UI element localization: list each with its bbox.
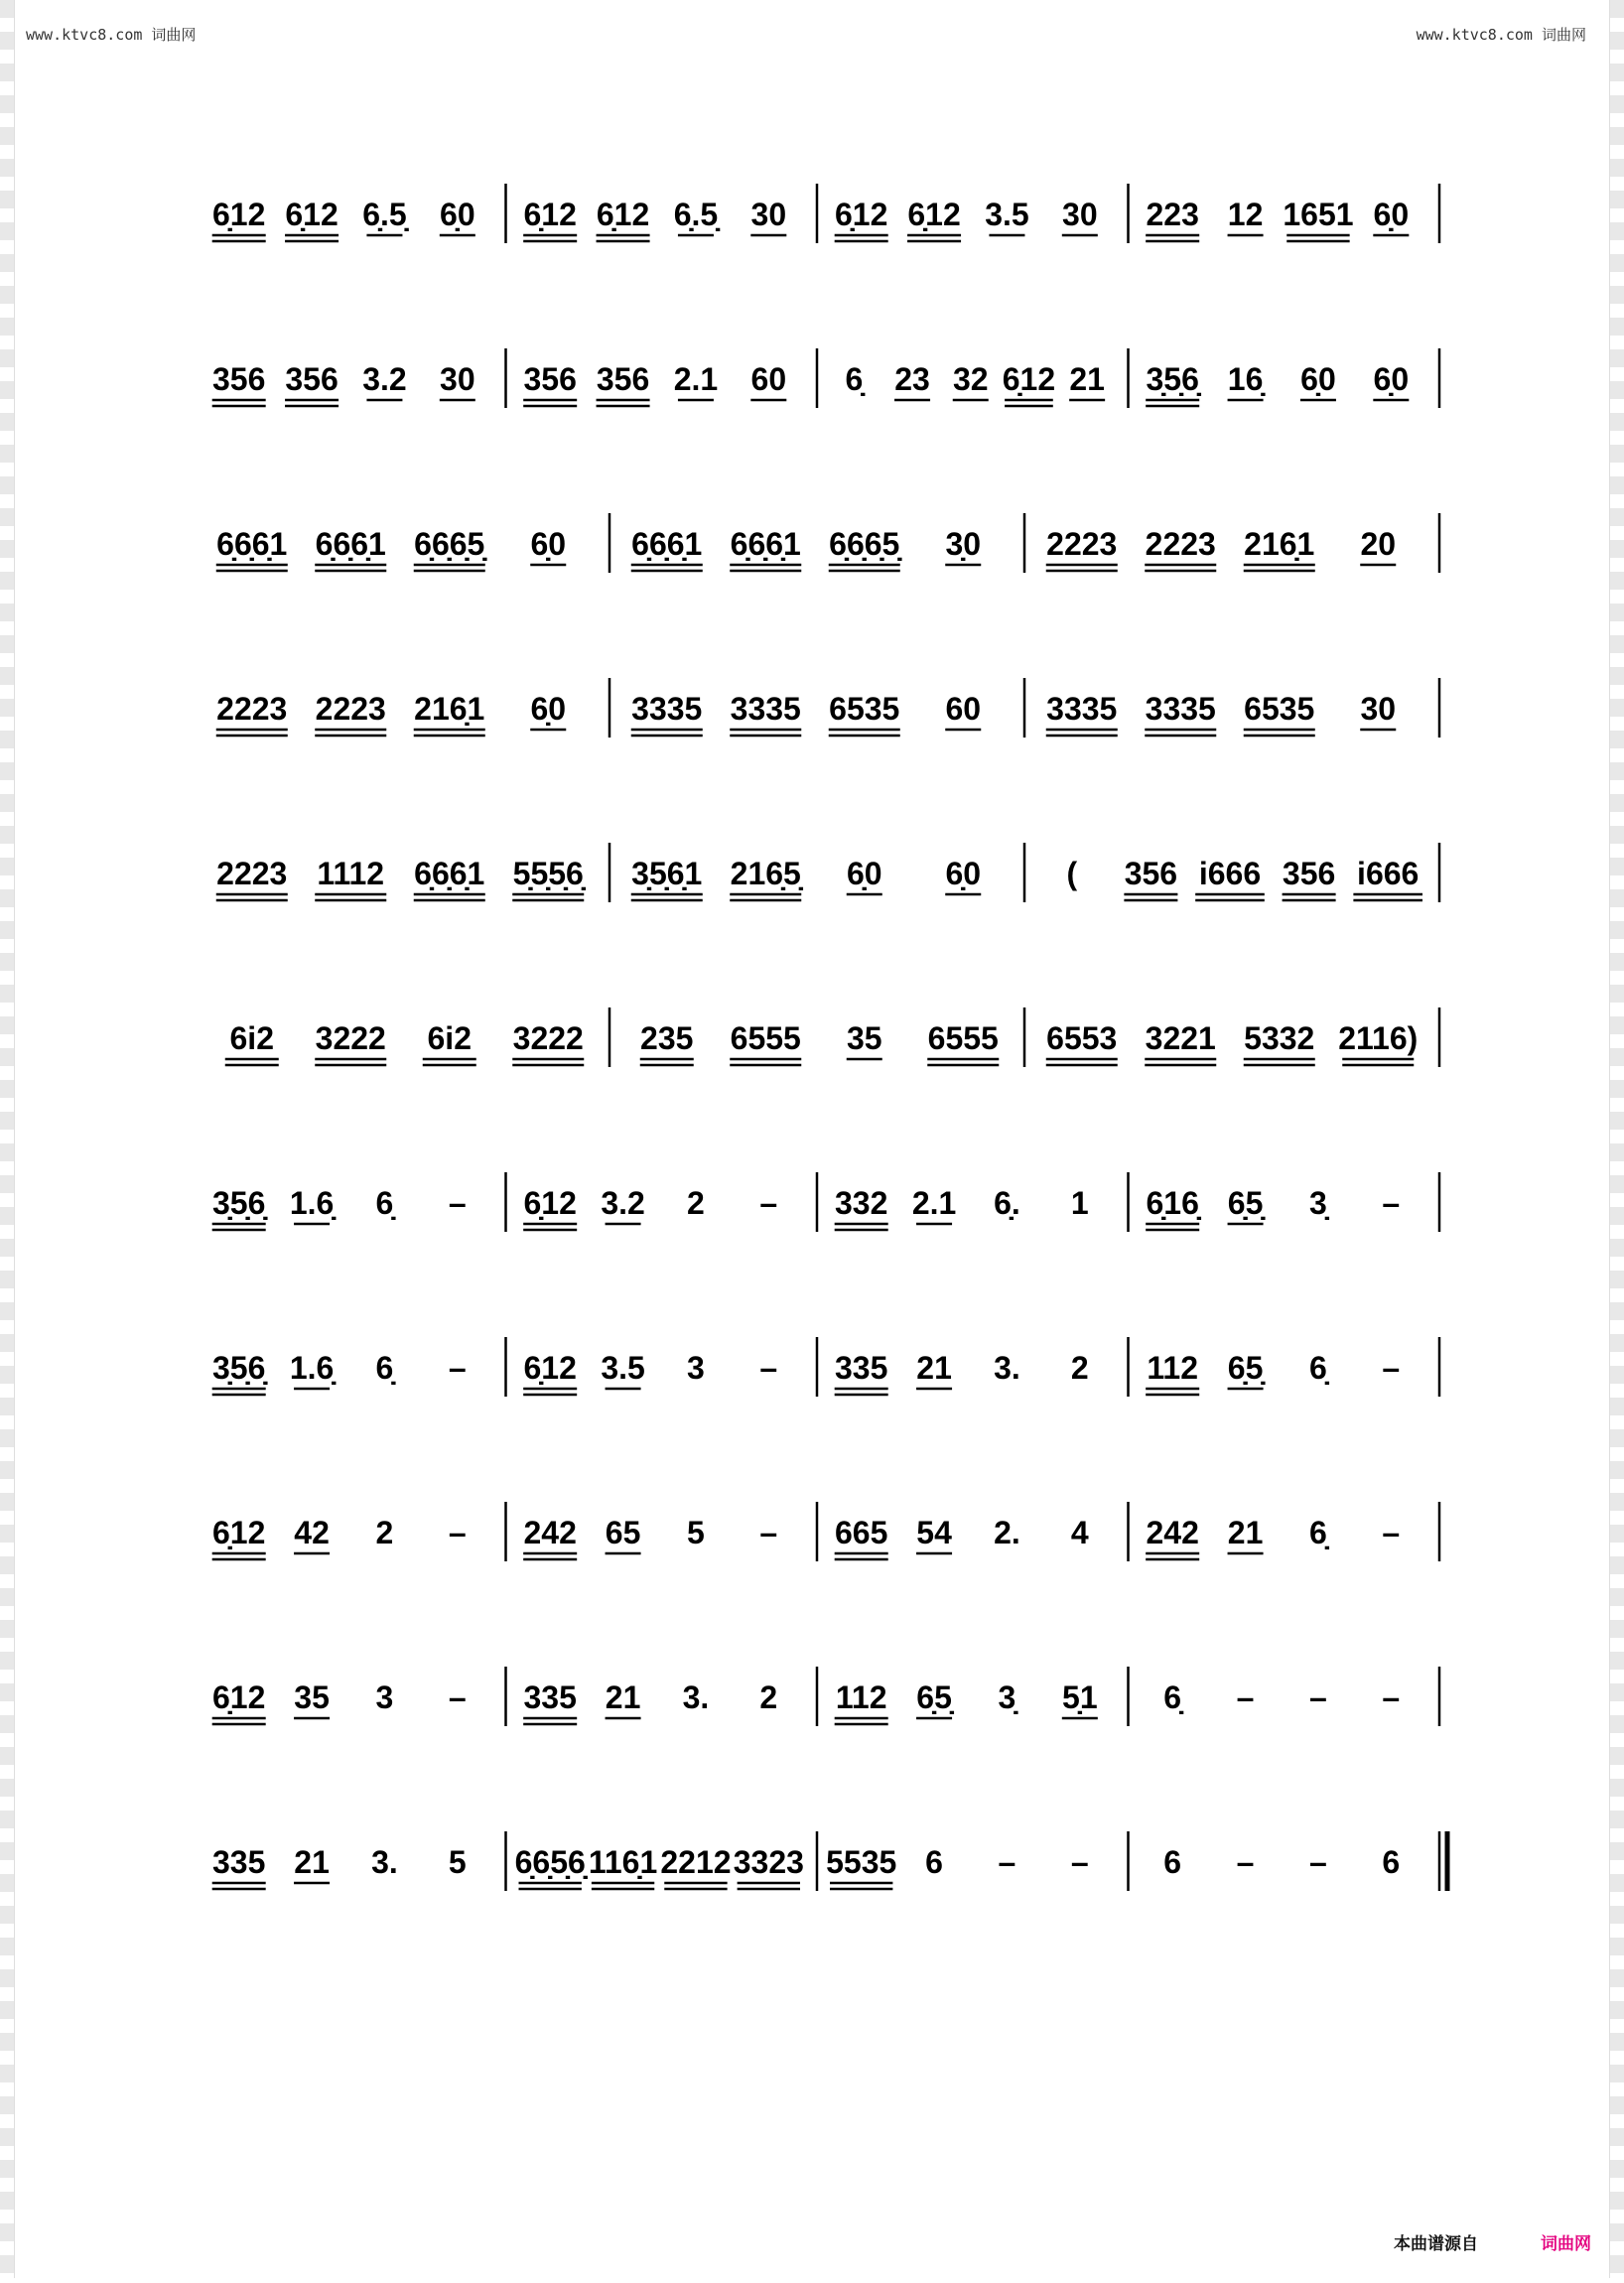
note-group: 3. <box>682 1679 710 1715</box>
note-group: 3.5 <box>985 197 1029 232</box>
note-group: 21 <box>605 1679 641 1715</box>
note-group: 16̣ <box>1227 361 1264 397</box>
note-group: 2 <box>687 1185 705 1221</box>
note-group: 6553 <box>1046 1020 1118 1056</box>
note-group: 6̣6̣5̣6̣ <box>514 1844 586 1880</box>
note-group: 6̣12 <box>523 1350 577 1386</box>
note-group: 3. <box>371 1844 398 1880</box>
note-group: 6̣6̣6̣1 <box>414 856 485 891</box>
note-group: 1.6̣ <box>289 1185 335 1221</box>
note-group: – <box>1382 1679 1401 1715</box>
note-group: 3̣5̣6̣1 <box>631 856 703 891</box>
note-group: 356 <box>1124 856 1178 891</box>
note-group: 6̣12 <box>285 197 338 232</box>
note-group: 6̣0 <box>1373 197 1410 232</box>
note-group: 2 <box>375 1515 394 1550</box>
note-group: 6 <box>925 1844 943 1880</box>
note-group: – <box>1382 1515 1401 1550</box>
note-group: 5 <box>687 1515 705 1550</box>
note-group: 6̣12 <box>1002 361 1056 397</box>
note-group: 1651 <box>1283 197 1354 232</box>
note-group: 6̣.5̣ <box>362 197 407 232</box>
note-group: 5̣5̣5̣6̣ <box>512 856 584 891</box>
note-group: 3335 <box>1046 691 1118 727</box>
note-group: 6̣6̣6̣1 <box>631 526 703 562</box>
note-group: 6̣12 <box>211 197 266 232</box>
note-group: 223 <box>1146 197 1199 232</box>
note-group: 335 <box>834 1350 888 1386</box>
note-group: 3̣ <box>998 1679 1016 1715</box>
note-group: 3.2 <box>601 1185 645 1221</box>
note-group: 6̣5̣ <box>1227 1185 1264 1221</box>
note-group: 6̣12 <box>596 197 650 232</box>
note-group: 6 <box>1382 1844 1401 1880</box>
note-group: 112 <box>835 1679 887 1715</box>
note-group: 2 <box>1070 1350 1089 1386</box>
note-group: 6̣0 <box>440 197 475 232</box>
note-group: 5̣1 <box>1062 1679 1098 1715</box>
note-group: 42 <box>294 1515 330 1550</box>
note-group: 6555 <box>730 1020 801 1056</box>
note-group: 65 <box>605 1515 641 1550</box>
note-group: 3̣5̣6̣ <box>1146 361 1199 397</box>
note-group: 6̣16̣ <box>1146 1185 1199 1221</box>
note-group: 60 <box>945 691 982 727</box>
note-group: 6̣ <box>1309 1515 1327 1550</box>
note-group: 21 <box>294 1844 330 1880</box>
note-group: 3̣5̣6̣ <box>211 1350 266 1386</box>
note-group: 6̣ <box>375 1350 394 1386</box>
note-group: 3̣5̣6̣ <box>211 1185 266 1221</box>
note-group: 54 <box>916 1515 952 1550</box>
note-group: 3. <box>994 1350 1020 1386</box>
note-group: i666 <box>1198 856 1262 891</box>
note-group: – <box>998 1844 1016 1880</box>
note-group: 5535 <box>826 1844 897 1880</box>
note-group: 3335 <box>730 691 801 727</box>
note-group: 3.5 <box>601 1350 645 1386</box>
note-group: – <box>448 1350 467 1386</box>
note-group: 30 <box>750 197 787 232</box>
note-group: 6̣0 <box>530 691 567 727</box>
note-group: 35 <box>294 1679 330 1715</box>
note-group: 665 <box>834 1515 888 1550</box>
note-group: 6̣12 <box>834 197 888 232</box>
note-group: 6̣12 <box>523 197 577 232</box>
note-group: 6555 <box>927 1020 999 1056</box>
note-group: 6i2 <box>229 1020 274 1056</box>
note-group: – <box>759 1185 778 1221</box>
note-group: – <box>448 1515 467 1550</box>
note-group: 6̣ <box>845 361 864 397</box>
header-site-right[interactable]: www.ktvc8.com 词曲网 <box>1416 26 1586 44</box>
note-group: 6̣ <box>1309 1350 1327 1386</box>
note-group: 3̣ <box>1309 1185 1327 1221</box>
note-group: 20 <box>1360 526 1397 562</box>
note-group: 12 <box>1227 197 1264 232</box>
note-group: 2.1 <box>911 1185 957 1221</box>
note-group: 6̣0 <box>1373 361 1410 397</box>
note-group: 2223 <box>1145 526 1216 562</box>
note-group: 356 <box>285 361 338 397</box>
note-group: 23 <box>894 361 930 397</box>
note-group: 2 <box>759 1679 778 1715</box>
note-group: 3335 <box>631 691 703 727</box>
note-group: 2223 <box>216 691 288 727</box>
note-group: 116̣1 <box>588 1844 658 1880</box>
note-group: 356 <box>1282 856 1336 891</box>
note-group: ( <box>1066 856 1078 891</box>
note-group: – <box>1309 1844 1327 1880</box>
note-group: 3222 <box>512 1020 584 1056</box>
note-group: 21 <box>1069 361 1105 397</box>
note-group: 6̣0 <box>945 856 982 891</box>
note-group: 6̣0 <box>846 856 882 891</box>
note-group: – <box>1236 1679 1255 1715</box>
note-group: 6̣12 <box>907 197 961 232</box>
note-group: – <box>1236 1844 1255 1880</box>
note-group: 6535 <box>829 691 900 727</box>
note-group: 6̣5̣ <box>916 1679 952 1715</box>
note-group: 6̣6̣6̣1 <box>730 526 801 562</box>
note-group: – <box>448 1185 467 1221</box>
note-group: 6̣ <box>1163 1679 1182 1715</box>
note-group: 6̣12 <box>211 1515 266 1550</box>
note-group: 332 <box>834 1185 888 1221</box>
note-group: 6̣0 <box>1300 361 1336 397</box>
note-group: 235 <box>640 1020 694 1056</box>
header-site-left[interactable]: www.ktvc8.com 词曲网 <box>26 26 197 44</box>
note-group: – <box>759 1515 778 1550</box>
note-group: 2223 <box>1046 526 1118 562</box>
note-group: 1112 <box>317 856 385 891</box>
note-group: 30 <box>1062 197 1098 232</box>
note-group: 6̣5̣ <box>1227 1350 1264 1386</box>
note-group: 6̣. <box>994 1185 1020 1221</box>
note-group: – <box>759 1350 778 1386</box>
note-group: 35 <box>846 1020 882 1056</box>
note-group: 356 <box>596 361 650 397</box>
note-group: 242 <box>1146 1515 1199 1550</box>
note-group: 216̣5̣ <box>730 856 801 891</box>
note-group: 242 <box>523 1515 577 1550</box>
note-group: 3323 <box>733 1844 804 1880</box>
note-group: 216̣1 <box>1244 526 1315 562</box>
note-group: – <box>1382 1185 1401 1221</box>
note-group: 6i2 <box>427 1020 472 1056</box>
note-group: 60 <box>750 361 787 397</box>
note-group: 6̣12 <box>523 1185 577 1221</box>
note-group: 2.1 <box>673 361 719 397</box>
note-group: 6̣6̣6̣1 <box>315 526 386 562</box>
note-group: 3222 <box>315 1020 386 1056</box>
note-group: 4 <box>1070 1515 1089 1550</box>
footer-brand-link[interactable]: 词曲网 <box>1541 2234 1591 2253</box>
note-group: 30 <box>440 361 475 397</box>
note-group: 3̣0 <box>945 526 982 562</box>
note-group: – <box>1382 1350 1401 1386</box>
note-group: 2212 <box>660 1844 732 1880</box>
note-group: 5332 <box>1244 1020 1315 1056</box>
note-group: 2. <box>994 1515 1020 1550</box>
note-group: – <box>448 1679 467 1715</box>
note-group: 21 <box>916 1350 952 1386</box>
note-group: 335 <box>523 1679 577 1715</box>
note-group: 356 <box>211 361 266 397</box>
note-group: 2116) <box>1338 1020 1419 1056</box>
note-group: 6̣6̣6̣5̣ <box>829 526 900 562</box>
note-group: – <box>1309 1679 1327 1715</box>
note-group: 30 <box>1360 691 1397 727</box>
note-group: i666 <box>1357 856 1420 891</box>
note-group: 1 <box>1070 1185 1089 1221</box>
footer-source-label: 本曲谱源自 <box>1394 2234 1478 2253</box>
note-group: 3 <box>687 1350 705 1386</box>
note-group: 356 <box>523 361 577 397</box>
note-group: 6̣ <box>375 1185 394 1221</box>
note-group: 6535 <box>1244 691 1315 727</box>
note-group: 335 <box>211 1844 266 1880</box>
note-group: 32 <box>952 361 989 397</box>
note-group: 216̣1 <box>414 691 485 727</box>
note-group: 112 <box>1147 1350 1198 1386</box>
note-group: 6̣0 <box>530 526 567 562</box>
note-group: 2223 <box>216 856 288 891</box>
note-group: 1.6̣ <box>289 1350 335 1386</box>
note-group: – <box>1070 1844 1089 1880</box>
note-group: 3335 <box>1145 691 1216 727</box>
note-group: 21 <box>1227 1515 1264 1550</box>
note-group: 3 <box>375 1679 394 1715</box>
note-group: 3.2 <box>362 361 407 397</box>
note-group: 6̣12 <box>211 1679 266 1715</box>
note-group: 2223 <box>315 691 386 727</box>
note-group: 3221 <box>1145 1020 1216 1056</box>
note-group: 6 <box>1163 1844 1182 1880</box>
note-group: 6̣6̣6̣5̣ <box>414 526 485 562</box>
note-group: 6̣6̣6̣1 <box>216 526 288 562</box>
note-group: 6̣.5̣ <box>673 197 719 232</box>
note-group: 5 <box>448 1844 467 1880</box>
